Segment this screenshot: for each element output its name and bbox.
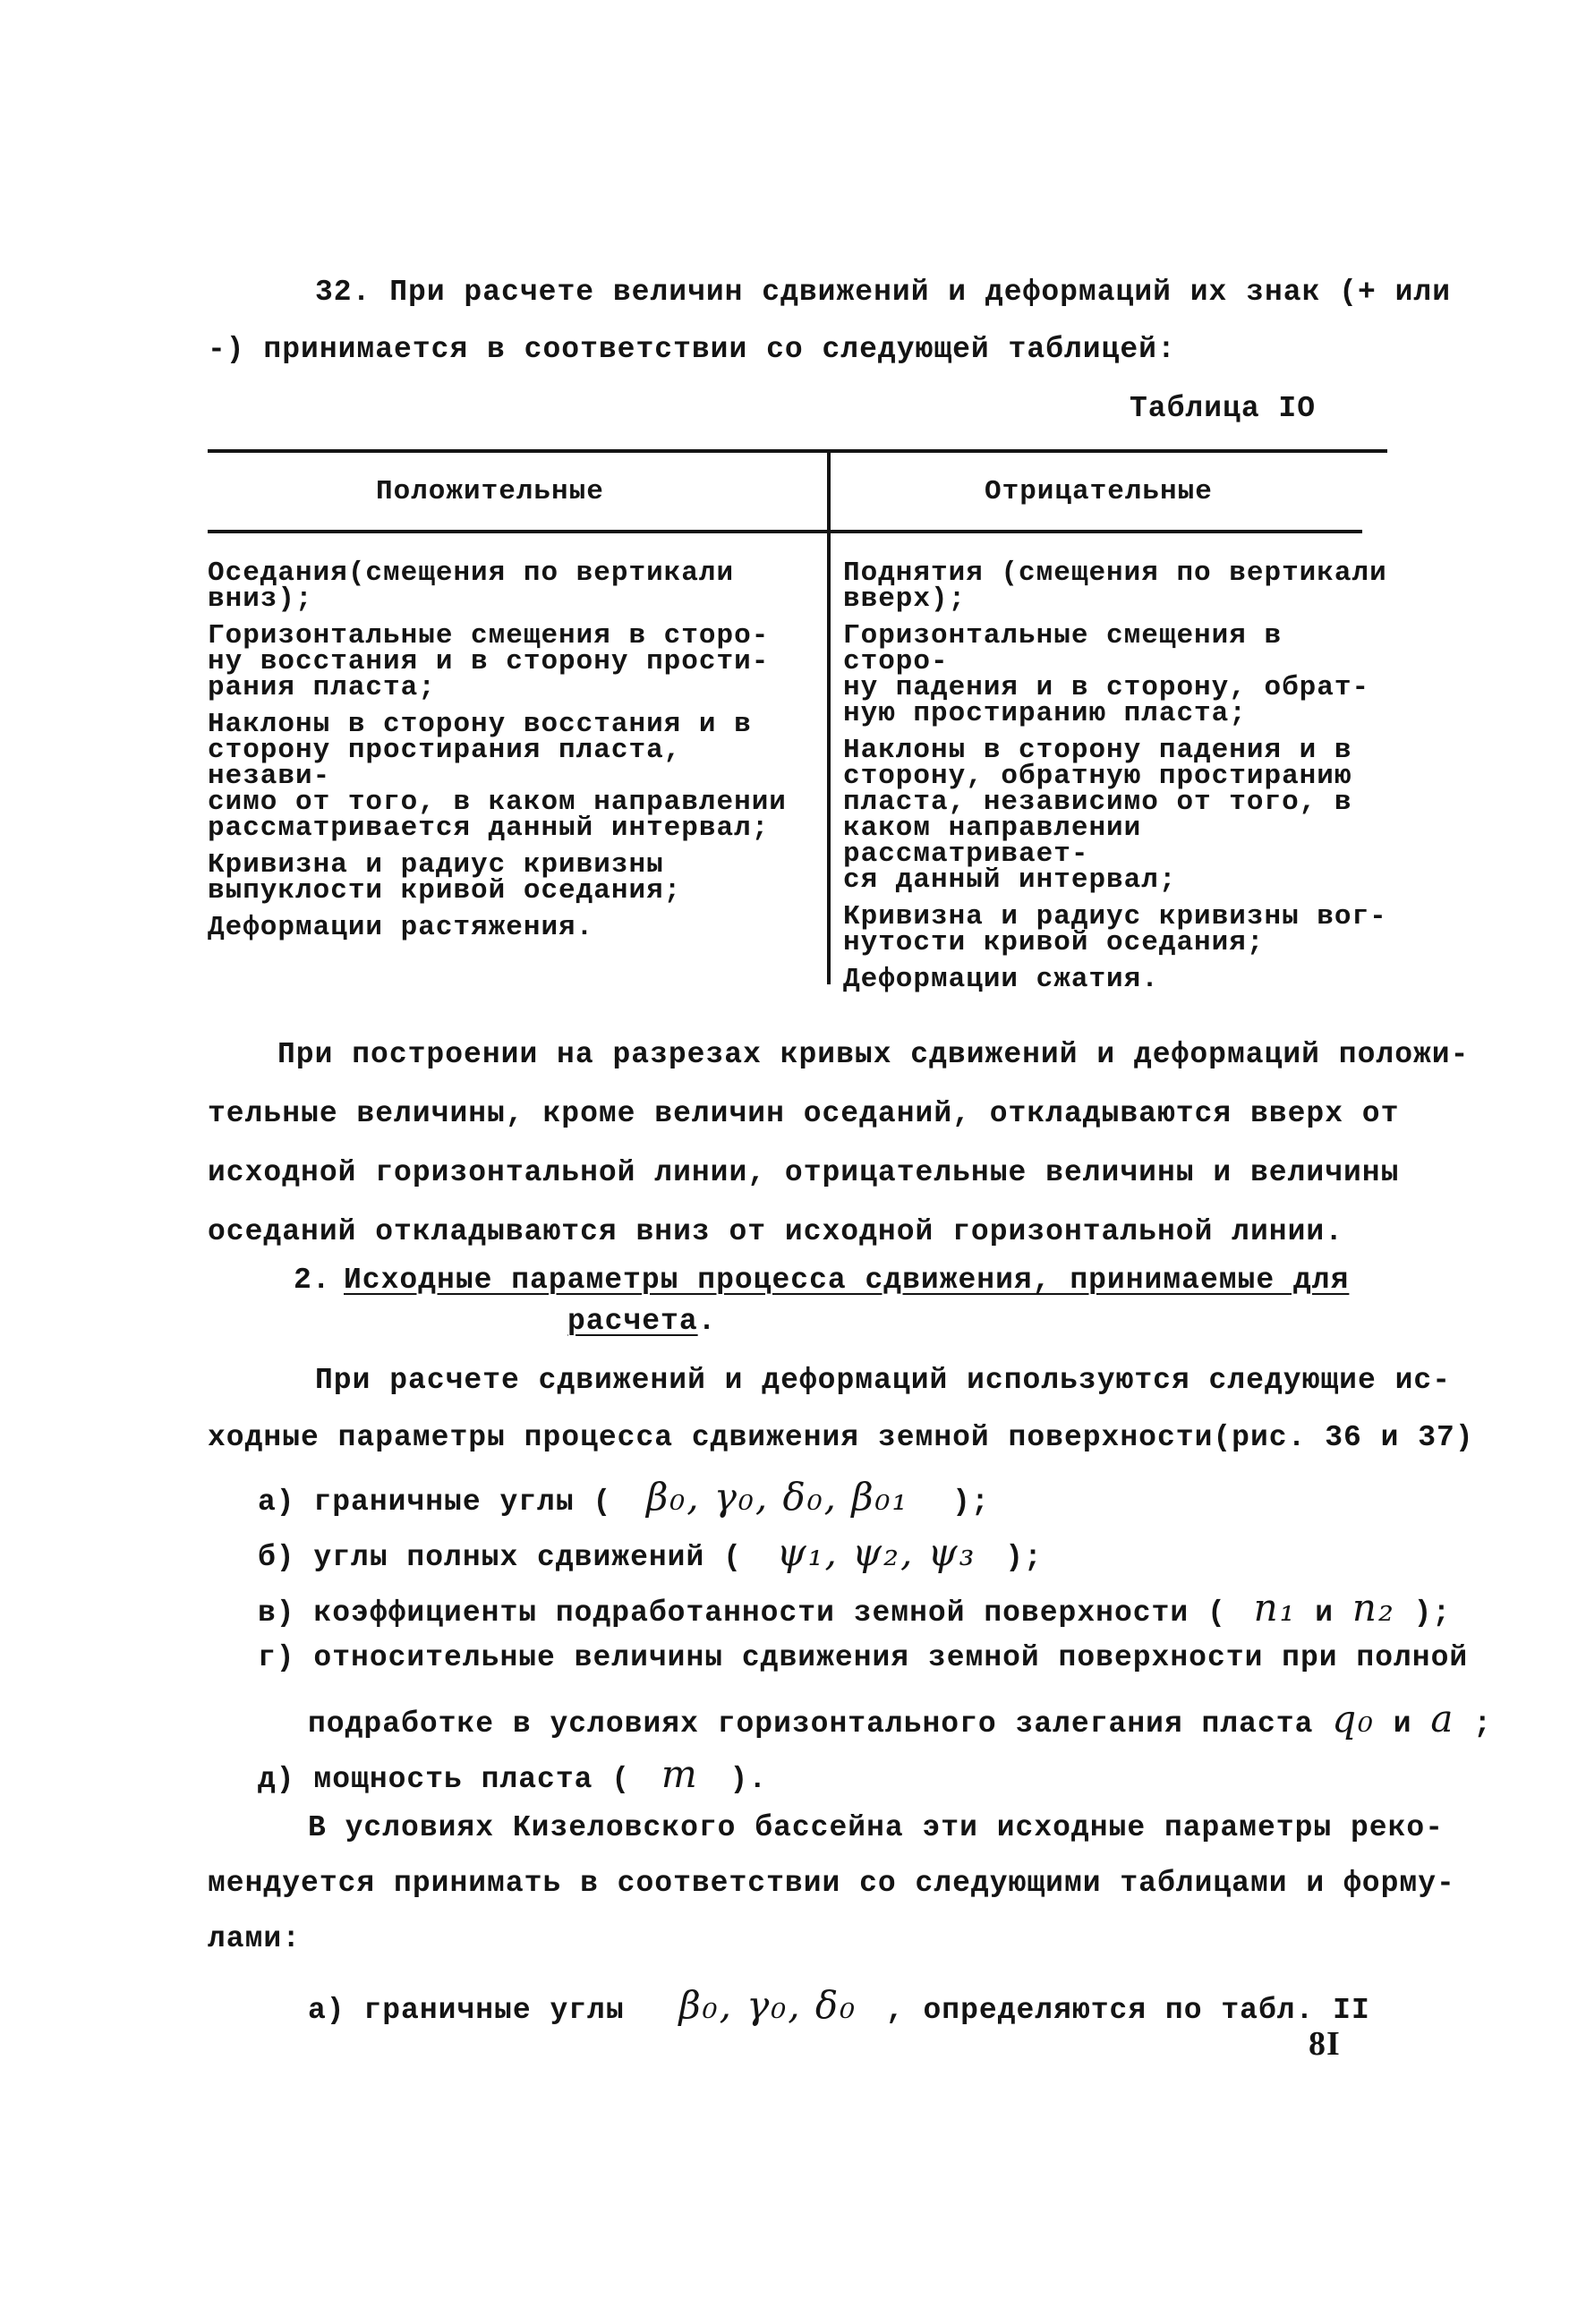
positive-item: Оседания(смещения по вертикали вниз); — [208, 558, 735, 615]
section-title-line-1: Исходные параметры процесса сдвижения, принимаемые для — [344, 1264, 1350, 1297]
relative-displacement-q0: q₀ — [1332, 1697, 1375, 1741]
relative-displacement-a: a — [1430, 1697, 1455, 1741]
intro-line-2: -) принимается в соответствии со следующей таблицей: — [208, 333, 1176, 366]
intro-line-1: 32. При расчете величин сдвижений и деформаций их знак (+ или — [315, 276, 1451, 309]
negative-item: Поднятия (смещения по вертикали вверх); — [843, 558, 1387, 615]
table-header-positive: Положительные — [376, 476, 604, 507]
positive-item: Деформации растяжения. — [208, 912, 594, 943]
list-item-e: д) мощность пласта ( m ). — [258, 1752, 768, 1796]
negative-item: Наклоны в сторону падения и в сторону, обратную простиранию пласта, независимо от того, в каком направлении рассматривает- ся данный интервал; — [843, 735, 1352, 896]
para1-line-3: исходной горизонтальной линии, отрицательные величины и величины — [208, 1156, 1400, 1189]
list-item-a: а) граничные углы ( β₀, γ₀, δ₀, β₀₁ ); — [258, 1475, 990, 1519]
table-top-rule — [208, 449, 1387, 453]
boundary-angles-formula: β₀, γ₀, δ₀, β₀₁ — [646, 1475, 909, 1519]
seam-thickness-m: m — [661, 1752, 699, 1796]
negative-item: Кривизна и радиус кривизны вог- нутости кривой оседания; — [843, 901, 1387, 958]
full-displacement-angles-formula: ψ₁, ψ₂, ψ₃ — [776, 1530, 976, 1574]
undermining-coeff-n1: n₁ — [1253, 1586, 1297, 1630]
list-item-b: б) углы полных сдвижений ( ψ₁, ψ₂, ψ₃ ); — [258, 1530, 1043, 1574]
page-number: 8I — [1309, 2025, 1341, 2063]
list-item-d-line-2: подработке в условиях горизонтального залегания пласта q₀ и a ; — [308, 1697, 1493, 1741]
para3-line-3: лами: — [208, 1922, 302, 1955]
table-header-rule — [208, 530, 1362, 533]
section-number: 2. — [294, 1264, 331, 1297]
list-item-d-line-1: г) относительные величины сдвижения земной поверхности при полной — [258, 1641, 1469, 1674]
table-column-divider — [827, 449, 831, 984]
para1-line-2: тельные величины, кроме величин оседаний, откладываются вверх от — [208, 1097, 1400, 1130]
table-header-negative: Отрицательные — [985, 476, 1213, 507]
negative-item: Горизонтальные смещения в сторо- ну падения и в сторону, обрат- ную простиранию пласта; — [843, 620, 1370, 729]
undermining-coeff-n2: n₂ — [1352, 1586, 1395, 1630]
table-caption: Таблица IO — [1130, 392, 1317, 425]
negative-item: Деформации сжатия. — [843, 964, 1159, 995]
para3-line-1: В условиях Кизеловского бассейна эти исходные параметры реко- — [308, 1811, 1444, 1844]
para1-line-1: При построении на разрезах кривых сдвижений и деформаций положи- — [277, 1038, 1470, 1071]
para2-line-1: При расчете сдвижений и деформаций используются следующие ис- — [315, 1364, 1451, 1397]
last-line: а) граничные углы β₀, γ₀, δ₀ , определяются по табл. II — [308, 1983, 1370, 2027]
para3-line-2: мендуется принимать в соответствии со следующими таблицами и форму- — [208, 1867, 1455, 1900]
boundary-angles-formula-2: β₀, γ₀, δ₀ — [678, 1983, 857, 2027]
para1-line-4: оседаний откладываются вниз от исходной горизонтальной линии. — [208, 1215, 1343, 1248]
section-title-line-2: расчета. — [567, 1305, 717, 1338]
list-item-c: в) коэффициенты подработанности земной поверхности ( n₁ и n₂ ); — [258, 1586, 1452, 1630]
positive-item: Горизонтальные смещения в сторо- ну восстания и в сторону прости- рания пласта; — [208, 620, 770, 703]
table-col-positive — [208, 560, 816, 951]
positive-item: Кривизна и радиус кривизны выпуклости кривой оседания; — [208, 849, 682, 907]
para2-line-2: ходные параметры процесса сдвижения земной поверхности(рис. 36 и 37) — [208, 1421, 1474, 1454]
table-col-negative — [843, 560, 1398, 1003]
positive-item: Наклоны в сторону восстания и в сторону простирания пласта, незави- симо от того, в каком направлении рассматривается данный интервал; — [208, 709, 787, 844]
